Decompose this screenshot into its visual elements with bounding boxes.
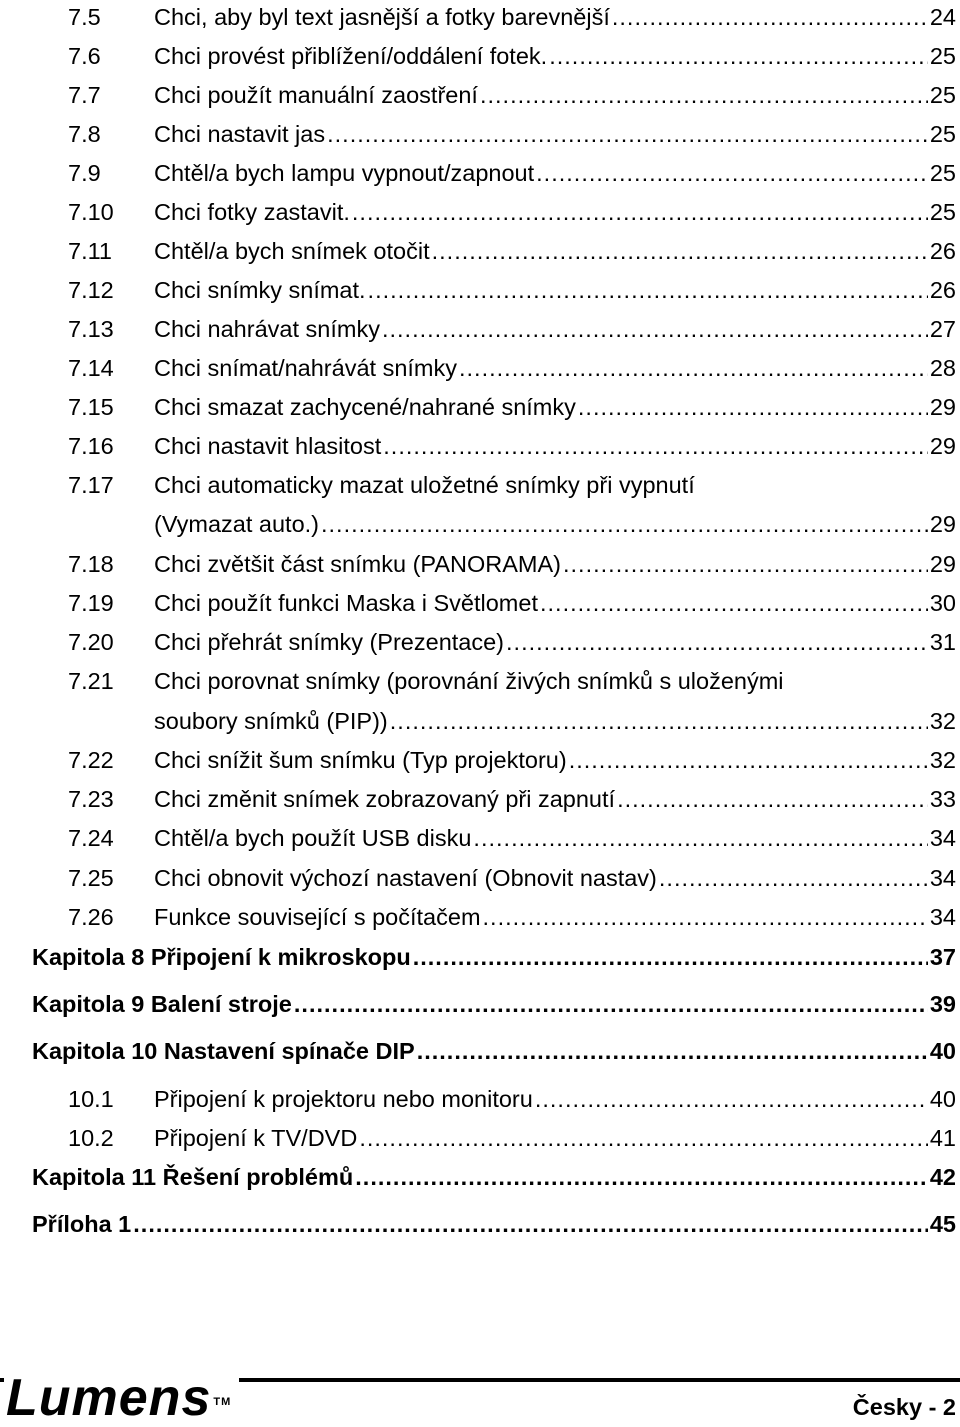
chapter-title: Kapitola 11 Řešení problémů	[32, 1164, 354, 1190]
dot-leader	[327, 119, 928, 149]
dot-leader	[432, 236, 928, 266]
entry-title: Chci provést přiblížení/oddálení fotek.	[154, 43, 548, 69]
entry-page: 32	[929, 747, 956, 773]
entry-page: 25	[929, 121, 956, 147]
entry-page: 29	[929, 511, 956, 537]
entry-number: 7.7	[68, 82, 101, 108]
dot-leader	[535, 1084, 928, 1114]
entry-number: 10.1	[68, 1086, 114, 1112]
entry-title: Chtěl/a bych snímek otočit	[154, 238, 430, 264]
entry-title: Připojení k projektoru nebo monitoru	[154, 1086, 533, 1112]
entry-number: 7.24	[68, 825, 114, 851]
entry-title: Chci zvětšit část snímku (PANORAMA)	[154, 551, 561, 577]
dot-leader	[659, 863, 928, 893]
entry-page: 30	[929, 590, 956, 616]
entry-title: Chci snímat/nahrávát snímky	[154, 355, 457, 381]
chapter-page: 39	[929, 991, 956, 1017]
dot-leader	[133, 1209, 928, 1239]
entry-number: 7.21	[68, 668, 114, 694]
chapter-page: 40	[929, 1038, 956, 1064]
entry-title: Chci snížit šum snímku (Typ projektoru)	[154, 747, 567, 773]
entry-page: 27	[929, 316, 956, 342]
entry-title: Chci přehrát snímky (Prezentace)	[154, 629, 505, 655]
chapter-page: 42	[929, 1164, 956, 1190]
entry-title: Chci fotky zastavit.	[154, 199, 350, 225]
chapter-title: Kapitola 8 Připojení k mikroskopu	[32, 944, 411, 970]
entry-page: 33	[929, 786, 956, 812]
trademark-mark: TM	[213, 1396, 232, 1408]
entry-page: 32	[929, 708, 956, 734]
entry-page: 34	[929, 825, 956, 851]
entry-title: Chci změnit snímek zobrazovaný při zapnutí	[154, 786, 616, 812]
entry-title: (Vymazat auto.)	[154, 511, 319, 537]
entry-number: 7.14	[68, 355, 114, 381]
dot-leader	[536, 158, 928, 188]
entry-title: Chci snímky snímat.	[154, 277, 366, 303]
entry-title: Chci nastavit jas	[154, 121, 326, 147]
dot-leader	[390, 706, 928, 736]
entry-title: Chci nahrávat snímky	[154, 316, 380, 342]
chapter-page: 37	[929, 944, 956, 970]
entry-number: 7.11	[68, 238, 112, 264]
entry-page: 25	[929, 43, 956, 69]
entry-number: 7.22	[68, 747, 114, 773]
entry-page: 24	[929, 4, 956, 30]
entry-page: 25	[929, 199, 956, 225]
dot-leader	[368, 275, 928, 305]
entry-number: 7.19	[68, 590, 114, 616]
dot-leader	[321, 509, 928, 539]
dot-leader	[578, 392, 928, 422]
dot-leader	[383, 431, 928, 461]
logo-text: Lumens	[6, 1369, 212, 1427]
dot-leader	[549, 41, 928, 71]
entry-page: 29	[929, 433, 956, 459]
entry-title-line1: Chci automaticky mazat uložetné snímky při vypnutí	[154, 472, 695, 498]
dot-leader	[483, 902, 928, 932]
entry-number: 7.6	[68, 43, 101, 69]
entry-number: 7.10	[68, 199, 114, 225]
dot-leader	[473, 823, 927, 853]
entry-number: 7.25	[68, 865, 114, 891]
entry-number: 7.12	[68, 277, 114, 303]
entry-page: 40	[929, 1086, 956, 1112]
entry-title: soubory snímků (PIP))	[154, 708, 388, 734]
entry-number: 7.5	[68, 4, 101, 30]
entry-number: 7.13	[68, 316, 114, 342]
entry-page: 29	[929, 551, 956, 577]
dot-leader	[617, 784, 928, 814]
entry-title: Chci smazat zachycené/nahrané snímky	[154, 394, 576, 420]
entry-page: 41	[929, 1125, 956, 1151]
entry-page: 25	[929, 160, 956, 186]
entry-title: Chci, aby byl text jasnější a fotky barevnější	[154, 4, 610, 30]
entry-title-line1: Chci porovnat snímky (porovnání živých snímků s uloženými	[154, 668, 784, 694]
entry-page: 26	[929, 238, 956, 264]
page-number-label: Česky - 2	[847, 1392, 956, 1422]
entry-number: 7.8	[68, 121, 101, 147]
dot-leader	[563, 549, 928, 579]
entry-title: Chci použít manuální zaostření	[154, 82, 478, 108]
entry-number: 7.18	[68, 551, 114, 577]
entry-number: 7.9	[68, 160, 101, 186]
entry-page: 34	[929, 865, 956, 891]
dot-leader	[413, 942, 928, 972]
dot-leader	[417, 1036, 928, 1066]
entry-number: 7.20	[68, 629, 114, 655]
entry-title: Chci nastavit hlasitost	[154, 433, 382, 459]
entry-page: 26	[929, 277, 956, 303]
entry-number: 7.17	[68, 472, 114, 498]
dot-leader	[359, 1123, 928, 1153]
entry-page: 29	[929, 394, 956, 420]
entry-number: 10.2	[68, 1125, 114, 1151]
entry-page: 25	[929, 82, 956, 108]
dot-leader	[382, 314, 928, 344]
chapter-title: Kapitola 9 Balení stroje	[32, 991, 292, 1017]
dot-leader	[294, 989, 928, 1019]
entry-title: Připojení k TV/DVD	[154, 1125, 358, 1151]
dot-leader	[352, 197, 928, 227]
chapter-title: Kapitola 10 Nastavení spínače DIP	[32, 1038, 415, 1064]
dot-leader	[540, 588, 928, 618]
dot-leader	[612, 2, 928, 32]
entry-number: 7.16	[68, 433, 114, 459]
entry-page: 28	[929, 355, 956, 381]
entry-title: Chtěl/a bych lampu vypnout/zapnout	[154, 160, 535, 186]
dot-leader	[506, 627, 928, 657]
dot-leader	[569, 745, 928, 775]
entry-title: Chtěl/a bych použít USB disku	[154, 825, 472, 851]
lumens-logo	[4, 1369, 239, 1427]
entry-title: Chci obnovit výchozí nastavení (Obnovit nastav)	[154, 865, 657, 891]
appendix-title: Příloha 1	[32, 1211, 132, 1237]
entry-page: 31	[929, 629, 956, 655]
appendix-page: 45	[929, 1211, 956, 1237]
entry-number: 7.23	[68, 786, 114, 812]
dot-leader	[459, 353, 928, 383]
dot-leader	[355, 1162, 928, 1192]
entry-number: 7.26	[68, 904, 114, 930]
entry-number: 7.15	[68, 394, 114, 420]
dot-leader	[480, 80, 928, 110]
entry-title: Funkce související s počítačem	[154, 904, 481, 930]
entry-page: 34	[929, 904, 956, 930]
entry-title: Chci použít funkci Maska i Světlomet	[154, 590, 538, 616]
